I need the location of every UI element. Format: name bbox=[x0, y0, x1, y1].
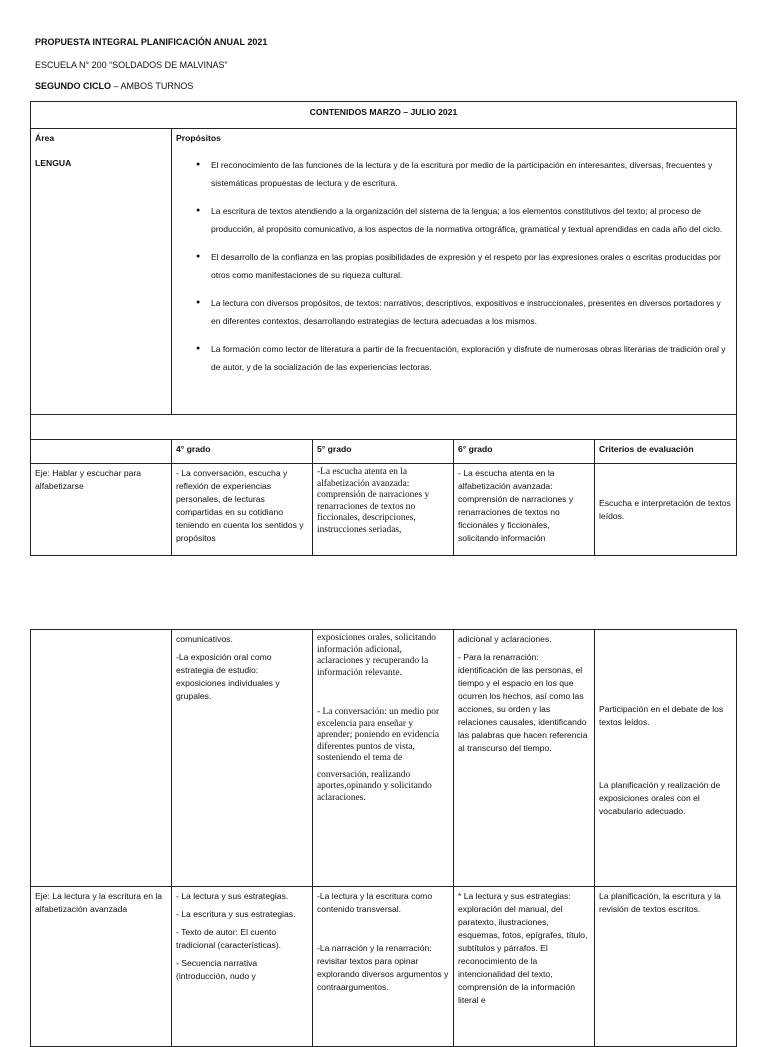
grade4-cell bbox=[172, 887, 313, 1047]
contents-table-page1 bbox=[30, 101, 737, 556]
proposito-item: ● La lectura con diversos propósitos, de textos: narrativos, descriptivos, expositivos e instruccionales, presentes en diversos portadores y en diferentes contextos, desarrollando estrategias de lectura adecuadas a los mismos. bbox=[176, 294, 732, 330]
grade5-cell bbox=[313, 630, 454, 887]
eje-cell: Eje: La lectura y la escritura en la alfabetización avanzada bbox=[31, 887, 172, 1047]
document-title: PROPUESTA INTEGRAL PLANIFICACIÓN ANUAL 2021 bbox=[35, 37, 268, 47]
content-paragraph: * La lectura y sus estrategias: exploración del manual, del paratexto, ilustraciones, esquemas, fotos, epígrafes, título, subtítulos y párrafos. El reconocimiento de la intencionalidad del texto, comprensión de la información literal e bbox=[458, 891, 588, 1005]
proposito-item: ● El desarrollo de la confianza en las propias posibilidades de expresión y el respeto por las expresiones orales o escritas producidas por otros como manifestaciones de su riqueza cultural. bbox=[176, 248, 732, 284]
content-paragraph: - Texto de autor: El cuento tradicional (características). bbox=[176, 927, 282, 950]
contents-table-page2 bbox=[30, 629, 737, 1047]
content-paragraph: -La lectura y la escritura como contenido transversal. bbox=[317, 891, 433, 914]
criterio-cell bbox=[595, 630, 737, 887]
content-paragraph: - Para la renarración: identificación de las personas, el tiempo y el espacio en los que ocurren los hechos, así como las acciones, su orden y las relaciones causales, identificando las palabras que hacen referencia al transcurso del tiempo. bbox=[458, 652, 588, 753]
grade4-cell: - La conversación, escucha y reflexión de experiencias personales, de lecturas compartidas en su cotidiano teniendo en cuenta los sentidos y propósitos bbox=[172, 464, 313, 556]
area-value: LENGUA bbox=[35, 158, 72, 168]
proposito-item: ● El reconocimiento de las funciones de la lectura y de la escritura por medio de la participación en interesantes, diversas, frecuentes y sistemáticas propuestas de lectura y de escritura. bbox=[176, 156, 732, 192]
content-paragraph: -La exposición oral como estrategia de estudio: exposiciones individuales y grupales. bbox=[176, 652, 280, 701]
proposito-item: ● La formación como lector de literatura a partir de la frecuentación, exploración y disfrute de numerosas obras literarias de tradición oral y de autor, y de la socialización de las experiencias lectoras. bbox=[176, 340, 732, 376]
propositos-list bbox=[176, 156, 732, 376]
area-cell bbox=[31, 129, 172, 415]
eje-cell: Eje: Hablar y escuchar para alfabetizarse bbox=[31, 464, 172, 556]
content-paragraph: -La narración y la renarración: revisitar textos para opinar explorando diversos argumentos y contraargumentos. bbox=[317, 943, 449, 992]
column-header-6: 6° grado bbox=[454, 440, 595, 464]
criterio-cell: Escucha e interpretación de textos leídos. bbox=[595, 464, 737, 556]
cycle-shift: – AMBOS TURNOS bbox=[111, 81, 194, 91]
content-paragraph: comunicativos. bbox=[176, 634, 233, 644]
column-header-5: 5° grado bbox=[313, 440, 454, 464]
grade4-cell bbox=[172, 630, 313, 887]
grade6-cell bbox=[454, 630, 595, 887]
grade5-cell bbox=[313, 887, 454, 1047]
area-label: Área bbox=[35, 133, 55, 143]
content-paragraph: Participación en el debate de los textos leídos. bbox=[599, 704, 724, 727]
criterio-cell: La planificación, la escritura y la revisión de textos escritos. bbox=[595, 887, 737, 1047]
content-paragraph: - La conversación: un medio por excelencia para enseñar y aprender; poniendo en evidencia diferentes puntos de vista, sosteniendo el tema de bbox=[317, 707, 440, 763]
propositos-cell bbox=[172, 129, 737, 415]
grade6-cell bbox=[454, 887, 595, 1047]
content-paragraph: exposiciones orales, solicitando información adicional, aclaraciones y recuperando la información relevante. bbox=[317, 633, 436, 678]
content-paragraph: - La escritura y sus estrategias. bbox=[176, 909, 296, 919]
content-paragraph: La planificación y realización de exposiciones orales con el vocabulario adecuado. bbox=[599, 780, 721, 816]
table-title: CONTENIDOS MARZO – JULIO 2021 bbox=[31, 102, 737, 129]
grade6-cell: - La escucha atenta en la alfabetización avanzada: comprensión de narraciones y renarraciones de textos no ficcionales y ficcionales, solicitando información bbox=[454, 464, 595, 556]
cycle-line bbox=[35, 81, 193, 91]
proposito-item: ● La escritura de textos atendiendo a la organización del sistema de la lengua; a los elementos constitutivos del texto; al proceso de producción, al propósito comunicativo, a los aspectos de la normativa ortográfica, gramatical y textual aprendidas en cada año del ciclo. bbox=[176, 202, 732, 238]
eje-cell-empty bbox=[31, 630, 172, 887]
content-paragraph: conversación, realizando aportes,opinando y solicitando aclaraciones. bbox=[317, 769, 432, 803]
column-header-4: 4° grado bbox=[172, 440, 313, 464]
propositos-label: Propósitos bbox=[176, 133, 221, 143]
cycle-label: SEGUNDO CICLO bbox=[35, 81, 112, 91]
spacer-row bbox=[31, 415, 737, 440]
school-name: ESCUELA N° 200 “SOLDADOS DE MALVINAS” bbox=[35, 60, 228, 70]
header-empty-cell bbox=[31, 440, 172, 464]
content-paragraph: - La lectura y sus estrategias. bbox=[176, 891, 289, 901]
column-header-criterios: Criterios de evaluación bbox=[595, 440, 737, 464]
content-paragraph: - Secuencia narrativa (introducción, nudo y bbox=[176, 958, 258, 981]
content-paragraph: adicional y aclaraciones. bbox=[458, 634, 552, 644]
grade5-cell: -La escucha atenta en la alfabetización avanzada: comprensión de narraciones y renarraciones de textos no ficcionales, descripciones, instrucciones seriadas, bbox=[313, 464, 454, 556]
